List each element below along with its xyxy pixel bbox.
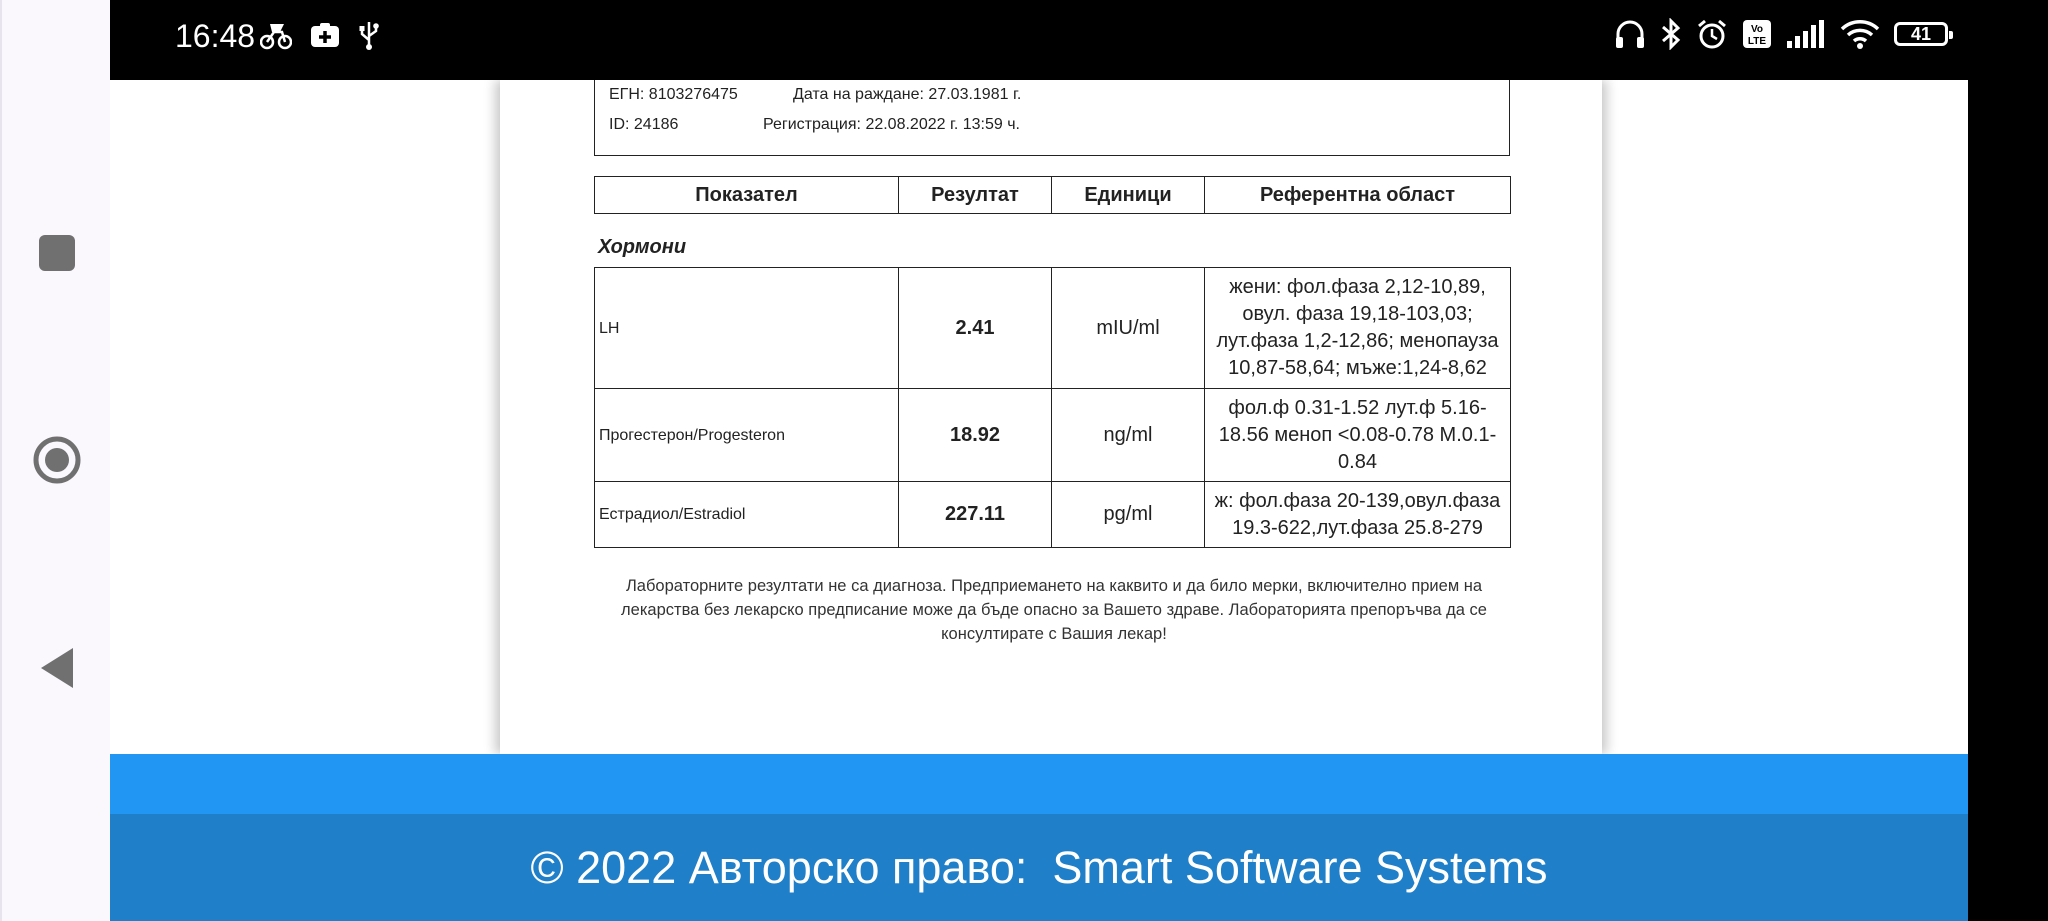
home-circle-icon (32, 435, 82, 485)
column-header-units: Единици (1052, 177, 1205, 214)
results-table (594, 267, 1511, 548)
row-result: 18.92 (899, 389, 1052, 482)
back-triangle-icon (39, 646, 75, 690)
headphones-icon (1614, 18, 1646, 50)
wifi-icon (1840, 18, 1880, 50)
battery-icon (1894, 22, 1948, 46)
lab-report-page (500, 80, 1602, 754)
table-row (595, 482, 1511, 548)
disclaimer-text: Лабораторните резултати не са диагноза. Предприемането на каквито и да било мерки, включително прием на лекарства без лекарско предписание може да бъде опасно за Вашето здраве. Лабораторията препоръчва да се консултирате с Вашия лекар! (621, 577, 1487, 643)
egn-value: 8103276475 (648, 86, 738, 103)
volte-icon (1742, 19, 1772, 49)
back-button[interactable] (2, 640, 112, 696)
status-bar (110, 0, 1968, 80)
row-reference: жени: фол.фаза 2,12-10,89, овул. фаза 19,18-103,03; лут.фаза 1,2-12,86; менопауза 10,87-58,64; мъже:1,24-8,62 (1205, 268, 1511, 389)
row-unit: mIU/ml (1052, 268, 1205, 389)
svg-text:LTE: LTE (1747, 36, 1767, 47)
results-header-table (594, 176, 1511, 214)
footer-band (110, 754, 1968, 814)
square-icon (38, 234, 76, 272)
copyright-text: © 2022 Авторско право: Smart Software Systems (530, 841, 1548, 893)
status-time: 16:48 (175, 18, 256, 54)
row-reference: ж: фол.фаза 20-139,овул.фаза 19.3-622,лут.фаза 25.8-279 (1205, 482, 1511, 548)
row-unit: pg/ml (1052, 482, 1205, 548)
signal-icon (1786, 19, 1826, 49)
column-header-indicator: Показател (595, 177, 899, 214)
footer (110, 814, 1968, 921)
row-reference: фол.ф 0.31-1.52 лут.ф 5.16-18.56 меноп <0.08-0.78 М.0.1-0.84 (1205, 389, 1511, 482)
registration-info: Регистрация: 22.08.2022 г. 13:59 ч. (763, 116, 1020, 133)
birth-date-info: Дата на раждане: 27.03.1981 г. (793, 86, 1022, 103)
table-row (595, 268, 1511, 389)
usb-icon (358, 20, 380, 50)
row-unit: ng/ml (1052, 389, 1205, 482)
column-header-reference: Референтна област (1205, 177, 1511, 214)
alarm-icon (1696, 18, 1728, 50)
table-row (595, 389, 1511, 482)
system-navigation-bar (0, 0, 110, 921)
recent-apps-button[interactable] (2, 225, 112, 281)
birth-date-value: 27.03.1981 г. (928, 86, 1022, 103)
web-view[interactable] (110, 80, 1968, 921)
row-indicator: Естрадиол/Estradiol (595, 482, 899, 548)
row-indicator: LH (595, 268, 899, 389)
medical-app-icon (310, 22, 340, 48)
bluetooth-icon (1660, 18, 1682, 50)
row-result: 2.41 (899, 268, 1052, 389)
row-indicator: Прогестерон/Progesteron (595, 389, 899, 482)
patient-info-box (594, 80, 1510, 156)
home-button[interactable] (2, 430, 112, 490)
motorcycle-icon (260, 20, 292, 50)
svg-text:Vo: Vo (1750, 24, 1764, 35)
patient-id-info: ID: 24186 (609, 116, 679, 133)
battery-level: 41 (1910, 23, 1932, 44)
row-result: 227.11 (899, 482, 1052, 548)
section-title: Хормони (598, 236, 687, 258)
egn-info: ЕГН: 8103276475 (609, 86, 738, 103)
patient-id-value: 24186 (633, 116, 679, 133)
screen-edge (1968, 0, 2048, 921)
column-header-result: Резултат (899, 177, 1052, 214)
registration-value: 22.08.2022 г. 13:59 ч. (865, 116, 1020, 133)
